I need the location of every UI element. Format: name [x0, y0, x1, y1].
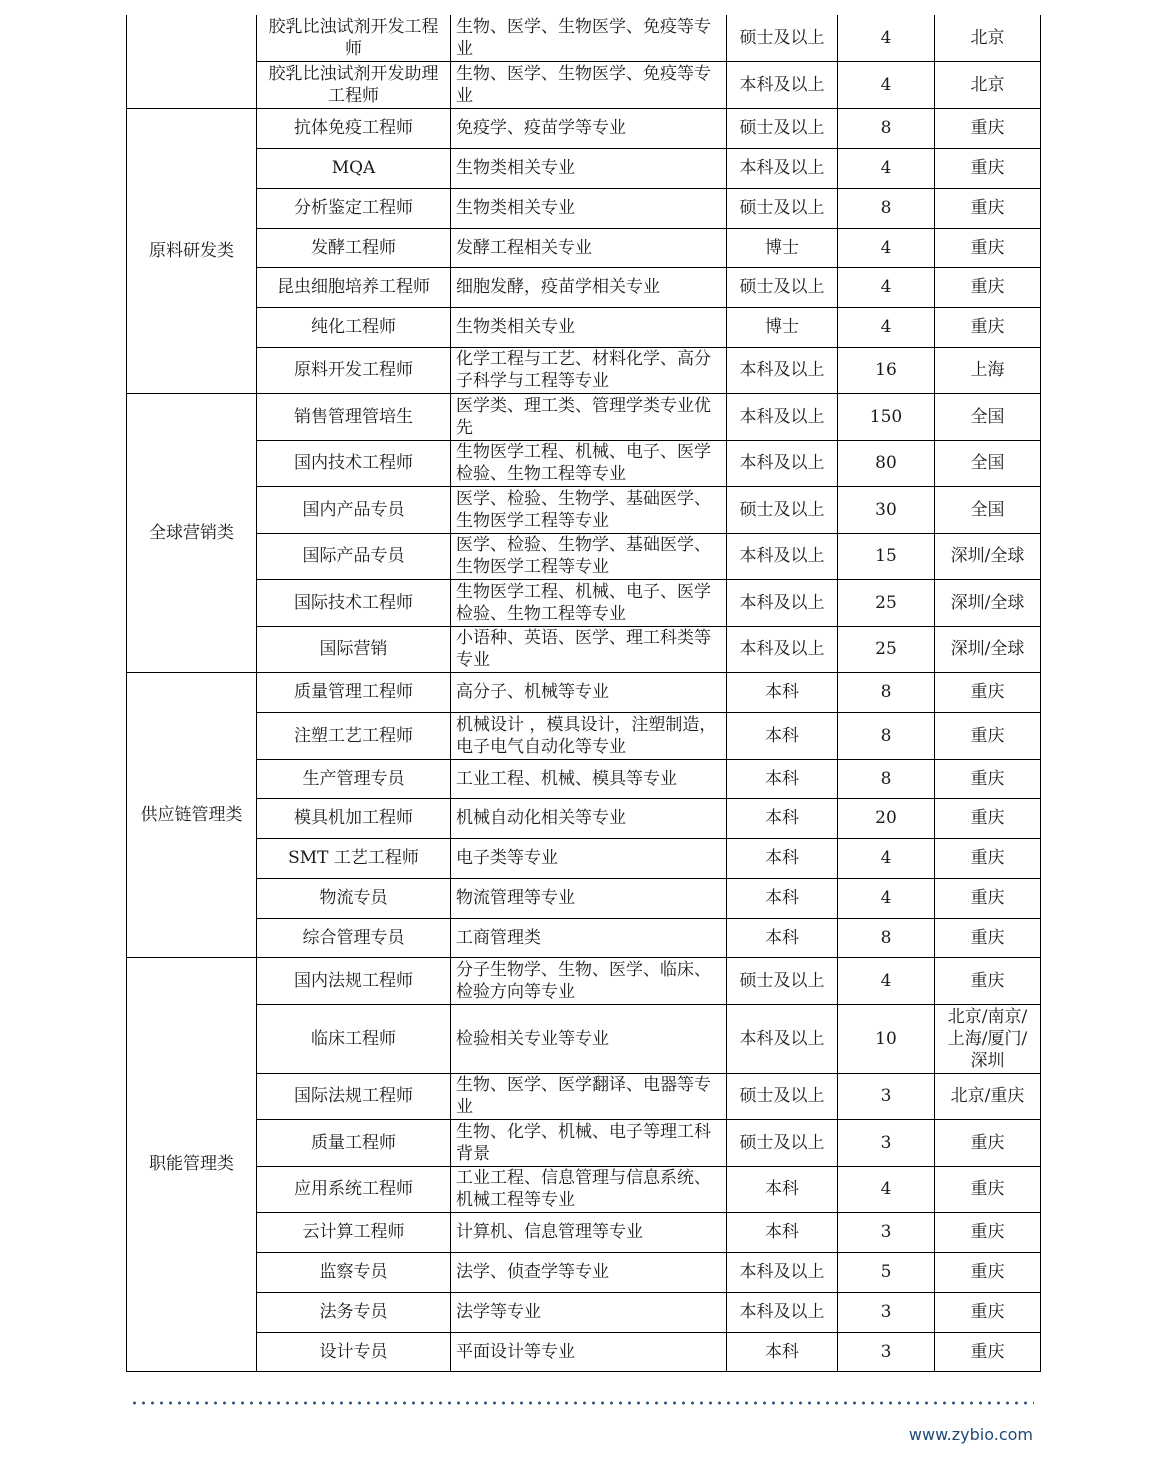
table-row	[127, 1252, 1041, 1292]
degree-cell: 本科	[727, 838, 838, 878]
count-cell: 16	[838, 347, 935, 393]
position-cell: 昆虫细胞培养工程师	[257, 267, 451, 307]
count-cell: 4	[838, 228, 935, 267]
table-row	[127, 712, 1041, 759]
count-cell: 4	[838, 838, 935, 878]
degree-cell: 硕士及以上	[727, 267, 838, 307]
position-cell: 法务专员	[257, 1292, 451, 1332]
position-cell: 国内法规工程师	[257, 957, 451, 1004]
table-row	[127, 918, 1041, 957]
count-cell: 8	[838, 759, 935, 798]
count-cell: 4	[838, 957, 935, 1004]
table-row	[127, 957, 1041, 1004]
location-cell: 重庆	[935, 108, 1041, 148]
table-row	[127, 1212, 1041, 1252]
position-cell: 国际法规工程师	[257, 1073, 451, 1119]
location-cell: 深圳/全球	[935, 579, 1041, 626]
degree-cell: 本科	[727, 878, 838, 918]
position-cell: 抗体免疫工程师	[257, 108, 451, 148]
degree-cell: 本科	[727, 759, 838, 798]
table-row	[127, 878, 1041, 918]
location-cell: 重庆	[935, 957, 1041, 1004]
category-cell: 职能管理类	[127, 957, 257, 1371]
location-cell: 重庆	[935, 1252, 1041, 1292]
major-cell: 高分子、机械等专业	[451, 672, 727, 712]
location-cell: 重庆	[935, 918, 1041, 957]
major-cell: 计算机、信息管理等专业	[451, 1212, 727, 1252]
count-cell: 4	[838, 61, 935, 108]
count-cell: 30	[838, 486, 935, 533]
count-cell: 4	[838, 148, 935, 188]
major-cell: 生物医学工程、机械、电子、医学检验、生物工程等专业	[451, 579, 727, 626]
position-cell: 注塑工艺工程师	[257, 712, 451, 759]
degree-cell: 博士	[727, 228, 838, 267]
count-cell: 3	[838, 1119, 935, 1166]
website-link[interactable]: www.zybio.com	[908, 1425, 1033, 1444]
major-cell: 化学工程与工艺、材料化学、高分子科学与工程等专业	[451, 347, 727, 393]
location-cell: 重庆	[935, 1332, 1041, 1371]
count-cell: 8	[838, 712, 935, 759]
position-cell: 模具机加工程师	[257, 798, 451, 838]
table-row	[127, 440, 1041, 486]
table-row	[127, 579, 1041, 626]
location-cell: 重庆	[935, 267, 1041, 307]
location-cell: 重庆	[935, 1166, 1041, 1212]
location-cell: 重庆	[935, 878, 1041, 918]
table-row	[127, 61, 1041, 108]
table-row	[127, 626, 1041, 672]
dotted-divider	[130, 1401, 1034, 1405]
location-cell: 全国	[935, 393, 1041, 440]
location-cell: 全国	[935, 486, 1041, 533]
count-cell: 8	[838, 188, 935, 228]
table-row	[127, 307, 1041, 347]
degree-cell: 本科及以上	[727, 1004, 838, 1073]
degree-cell: 本科	[727, 712, 838, 759]
major-cell: 生物类相关专业	[451, 307, 727, 347]
location-cell: 北京/重庆	[935, 1073, 1041, 1119]
count-cell: 15	[838, 533, 935, 579]
degree-cell: 本科及以上	[727, 533, 838, 579]
major-cell: 法学、侦查学等专业	[451, 1252, 727, 1292]
degree-cell: 硕士及以上	[727, 1073, 838, 1119]
count-cell: 4	[838, 878, 935, 918]
location-cell: 重庆	[935, 1119, 1041, 1166]
table-row	[127, 1004, 1041, 1073]
degree-cell: 本科及以上	[727, 393, 838, 440]
major-cell: 小语种、英语、医学、理工科类等专业	[451, 626, 727, 672]
position-cell: 纯化工程师	[257, 307, 451, 347]
count-cell: 3	[838, 1292, 935, 1332]
major-cell: 平面设计等专业	[451, 1332, 727, 1371]
major-cell: 电子类等专业	[451, 838, 727, 878]
degree-cell: 硕士及以上	[727, 486, 838, 533]
location-cell: 重庆	[935, 307, 1041, 347]
table-row	[127, 188, 1041, 228]
degree-cell: 本科	[727, 918, 838, 957]
position-cell: 物流专员	[257, 878, 451, 918]
location-cell: 深圳/全球	[935, 533, 1041, 579]
table-row	[127, 1119, 1041, 1166]
table-row	[127, 798, 1041, 838]
degree-cell: 博士	[727, 307, 838, 347]
position-cell: 国际技术工程师	[257, 579, 451, 626]
degree-cell: 本科及以上	[727, 347, 838, 393]
location-cell: 重庆	[935, 838, 1041, 878]
position-cell: 质量管理工程师	[257, 672, 451, 712]
position-cell: 生产管理专员	[257, 759, 451, 798]
position-cell: 国际产品专员	[257, 533, 451, 579]
location-cell: 北京/南京/上海/厦门/深圳	[935, 1004, 1041, 1073]
position-cell: 综合管理专员	[257, 918, 451, 957]
count-cell: 20	[838, 798, 935, 838]
degree-cell: 本科及以上	[727, 148, 838, 188]
job-listing-table	[126, 15, 1041, 1372]
location-cell: 重庆	[935, 188, 1041, 228]
location-cell: 重庆	[935, 1212, 1041, 1252]
degree-cell: 硕士及以上	[727, 957, 838, 1004]
degree-cell: 本科及以上	[727, 579, 838, 626]
major-cell: 生物医学工程、机械、电子、医学检验、生物工程等专业	[451, 440, 727, 486]
position-cell: MQA	[257, 148, 451, 188]
position-cell: 胶乳比浊试剂开发工程师	[257, 15, 451, 61]
degree-cell: 本科及以上	[727, 626, 838, 672]
category-cell: 全球营销类	[127, 393, 257, 672]
degree-cell: 本科	[727, 1166, 838, 1212]
table-row	[127, 228, 1041, 267]
count-cell: 4	[838, 15, 935, 61]
count-cell: 8	[838, 918, 935, 957]
location-cell: 重庆	[935, 712, 1041, 759]
category-cell: 原料研发类	[127, 108, 257, 393]
position-cell: 应用系统工程师	[257, 1166, 451, 1212]
table-body	[127, 15, 1041, 1371]
position-cell: SMT 工艺工程师	[257, 838, 451, 878]
major-cell: 物流管理等专业	[451, 878, 727, 918]
degree-cell: 硕士及以上	[727, 15, 838, 61]
table-row	[127, 533, 1041, 579]
table-row	[127, 759, 1041, 798]
degree-cell: 本科	[727, 672, 838, 712]
position-cell: 临床工程师	[257, 1004, 451, 1073]
degree-cell: 本科及以上	[727, 61, 838, 108]
position-cell: 质量工程师	[257, 1119, 451, 1166]
major-cell: 分子生物学、生物、医学、临床、检验方向等专业	[451, 957, 727, 1004]
position-cell: 云计算工程师	[257, 1212, 451, 1252]
category-cell: 供应链管理类	[127, 672, 257, 957]
position-cell: 国内技术工程师	[257, 440, 451, 486]
major-cell: 生物类相关专业	[451, 188, 727, 228]
major-cell: 检验相关专业等专业	[451, 1004, 727, 1073]
count-cell: 80	[838, 440, 935, 486]
position-cell: 胶乳比浊试剂开发助理工程师	[257, 61, 451, 108]
major-cell: 医学类、理工类、管理学类专业优先	[451, 393, 727, 440]
major-cell: 发酵工程相关专业	[451, 228, 727, 267]
location-cell: 重庆	[935, 1292, 1041, 1332]
location-cell: 重庆	[935, 798, 1041, 838]
major-cell: 工业工程、机械、模具等专业	[451, 759, 727, 798]
location-cell: 重庆	[935, 672, 1041, 712]
degree-cell: 本科及以上	[727, 1292, 838, 1332]
major-cell: 生物、医学、生物医学、免疫等专业	[451, 61, 727, 108]
count-cell: 150	[838, 393, 935, 440]
position-cell: 设计专员	[257, 1332, 451, 1371]
position-cell: 国内产品专员	[257, 486, 451, 533]
count-cell: 8	[838, 108, 935, 148]
major-cell: 生物、医学、医学翻译、电器等专业	[451, 1073, 727, 1119]
degree-cell: 本科	[727, 1332, 838, 1371]
table-row	[127, 1332, 1041, 1371]
major-cell: 机械自动化相关等专业	[451, 798, 727, 838]
count-cell: 4	[838, 1166, 935, 1212]
position-cell: 分析鉴定工程师	[257, 188, 451, 228]
count-cell: 5	[838, 1252, 935, 1292]
major-cell: 细胞发酵，疫苗学相关专业	[451, 267, 727, 307]
degree-cell: 本科及以上	[727, 1252, 838, 1292]
major-cell: 医学、检验、生物学、基础医学、生物医学工程等专业	[451, 533, 727, 579]
table-row	[127, 486, 1041, 533]
location-cell: 重庆	[935, 759, 1041, 798]
count-cell: 3	[838, 1212, 935, 1252]
table-row	[127, 838, 1041, 878]
location-cell: 北京	[935, 61, 1041, 108]
major-cell: 医学、检验、生物学、基础医学、生物医学工程等专业	[451, 486, 727, 533]
major-cell: 法学等专业	[451, 1292, 727, 1332]
count-cell: 4	[838, 307, 935, 347]
major-cell: 生物、医学、生物医学、免疫等专业	[451, 15, 727, 61]
position-cell: 国际营销	[257, 626, 451, 672]
position-cell: 发酵工程师	[257, 228, 451, 267]
category-cell	[127, 15, 257, 108]
location-cell: 重庆	[935, 228, 1041, 267]
degree-cell: 硕士及以上	[727, 108, 838, 148]
table-row	[127, 108, 1041, 148]
major-cell: 工商管理类	[451, 918, 727, 957]
degree-cell: 本科	[727, 1212, 838, 1252]
location-cell: 重庆	[935, 148, 1041, 188]
position-cell: 监察专员	[257, 1252, 451, 1292]
table-row	[127, 672, 1041, 712]
location-cell: 全国	[935, 440, 1041, 486]
location-cell: 深圳/全球	[935, 626, 1041, 672]
count-cell: 3	[838, 1332, 935, 1371]
count-cell: 4	[838, 267, 935, 307]
degree-cell: 硕士及以上	[727, 188, 838, 228]
table-row	[127, 1073, 1041, 1119]
count-cell: 25	[838, 626, 935, 672]
position-cell: 原料开发工程师	[257, 347, 451, 393]
location-cell: 上海	[935, 347, 1041, 393]
count-cell: 10	[838, 1004, 935, 1073]
count-cell: 3	[838, 1073, 935, 1119]
position-cell: 销售管理管培生	[257, 393, 451, 440]
table-row	[127, 15, 1041, 61]
table-row	[127, 347, 1041, 393]
major-cell: 工业工程、信息管理与信息系统、机械工程等专业	[451, 1166, 727, 1212]
major-cell: 免疫学、疫苗学等专业	[451, 108, 727, 148]
location-cell: 北京	[935, 15, 1041, 61]
major-cell: 生物类相关专业	[451, 148, 727, 188]
table-row	[127, 148, 1041, 188]
major-cell: 机械设计 ，模具设计，注塑制造，电子电气自动化等专业	[451, 712, 727, 759]
count-cell: 8	[838, 672, 935, 712]
degree-cell: 本科及以上	[727, 440, 838, 486]
count-cell: 25	[838, 579, 935, 626]
degree-cell: 硕士及以上	[727, 1119, 838, 1166]
table-row	[127, 1166, 1041, 1212]
table-row	[127, 267, 1041, 307]
table-row	[127, 393, 1041, 440]
table-row	[127, 1292, 1041, 1332]
degree-cell: 本科	[727, 798, 838, 838]
major-cell: 生物、化学、机械、电子等理工科背景	[451, 1119, 727, 1166]
